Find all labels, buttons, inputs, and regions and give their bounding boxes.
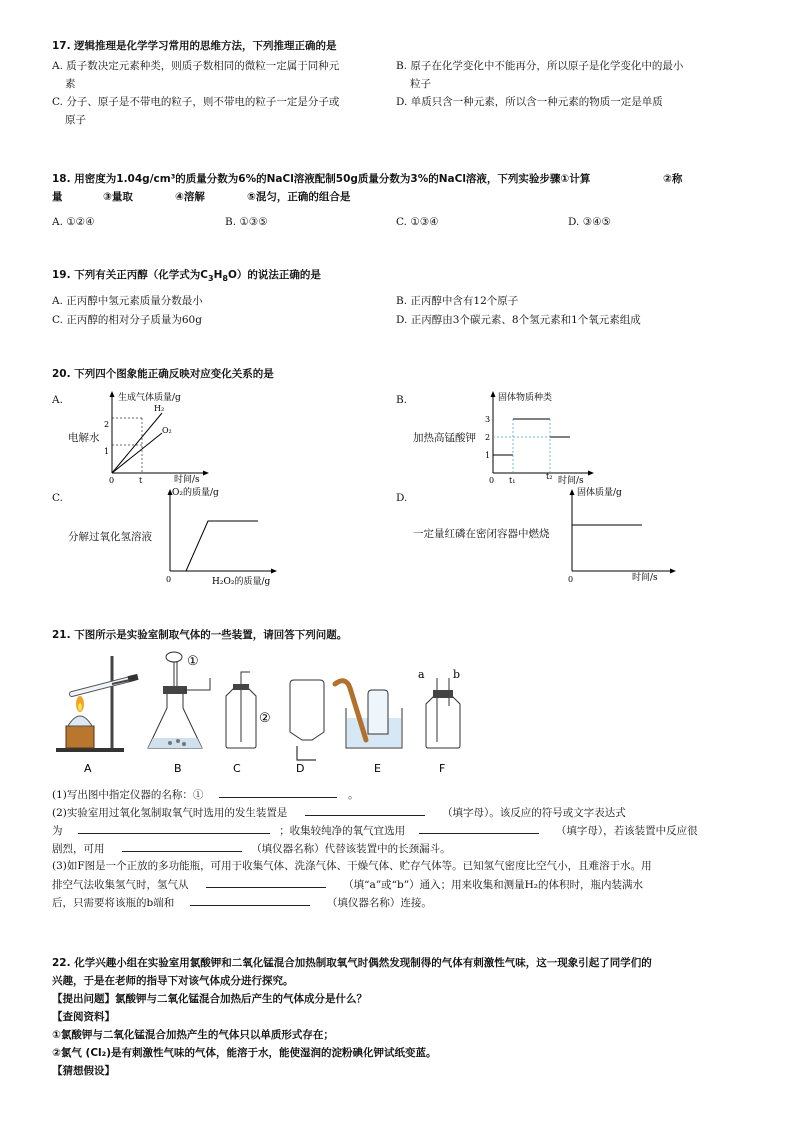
q21-p3-text-b: ；收集较纯净的氧气宜选用 xyxy=(279,825,406,837)
q18-step4: ④溶解 xyxy=(175,191,205,203)
q20-b-xtick-t2: t₂ xyxy=(546,472,553,481)
q19-sub-3: 3 xyxy=(207,274,214,284)
mark-1: ① xyxy=(187,654,199,669)
q19-number: 19. xyxy=(52,269,71,281)
q21-p4-text: 剧烈，可用 xyxy=(52,843,105,855)
blank-instrument-1[interactable] xyxy=(219,787,337,798)
apparatus-c-label: C xyxy=(233,762,241,775)
q20-b-ytick-1: 1 xyxy=(485,451,491,460)
q20-b-xtick-t1: t₁ xyxy=(509,476,516,485)
q17-option-c[interactable]: C. 分子、原子是不带电的粒子，则不带电的粒子一定是分子或 xyxy=(52,96,340,108)
q17-option-a[interactable]: A. 质子数决定元素种类，则质子数相同的微粒一定属于同种元 xyxy=(52,60,340,72)
q19-option-b[interactable]: B. 正丙醇中含有12个原子 xyxy=(396,295,519,307)
q18-density: 1.04g/cm³ xyxy=(116,173,176,185)
q21-part3: (3)如F图是一个正放的多功能瓶，可用于收集气体、洗涤气体、干燥气体、贮存气体等。已知氢气密度比空气小，且难溶于水。用 xyxy=(52,860,652,872)
q18-step3: ③量取 xyxy=(103,191,133,203)
q21-p2-text: (2)实验室用过氧化氢制取氧气时选用的发生装置是 xyxy=(52,807,288,819)
q21-part1 xyxy=(52,787,359,802)
q21-part3-line3 xyxy=(52,895,432,910)
q20-c-description: 分解过氧化氢溶液 xyxy=(68,531,152,543)
q20-c-origin: 0 xyxy=(166,575,172,584)
q18-stem-line1 xyxy=(52,172,590,186)
apparatus-b xyxy=(148,652,210,748)
q20-number: 20. xyxy=(52,368,71,380)
q21-number: 21. xyxy=(52,629,71,641)
q20-a-xtick-t: t xyxy=(139,476,143,485)
apparatus-a xyxy=(56,656,139,752)
blank-measuring-instrument[interactable] xyxy=(190,895,310,906)
q22-question: 【提出问题】氯酸钾与二氧化锰混合加热后产生的气体成分是什么？ xyxy=(52,993,367,1005)
q21-part2-line3 xyxy=(52,841,451,856)
q20-d-xlabel: 时间/s xyxy=(632,573,658,583)
o2-line xyxy=(112,433,162,473)
q18-option-d[interactable]: D. ③④⑤ xyxy=(568,216,611,228)
q18-stem-line2-a: 量 xyxy=(52,191,63,203)
q21-p3-text-c: （填字母），若该装置中反应很 xyxy=(555,825,698,837)
q20-a-xlabel: 时间/s xyxy=(174,475,200,485)
q20-option-b[interactable]: B. xyxy=(396,394,408,406)
apparatus-e xyxy=(335,681,402,748)
q17-option-c-cont: 原子 xyxy=(65,114,86,126)
q18-option-a[interactable]: A. ①②④ xyxy=(52,216,95,228)
q17-option-b-cont: 粒子 xyxy=(410,78,431,90)
tube-a-label: a xyxy=(418,668,425,681)
tube-b-label: b xyxy=(453,668,461,681)
q21-part2-line2 xyxy=(52,823,698,838)
q17-option-b[interactable]: B. 原子在化学变化中不能再分，所以原子是化学变化中的最小 xyxy=(396,60,684,72)
q19-sub-8: 8 xyxy=(222,274,228,284)
apparatus-e-label: E xyxy=(374,762,381,775)
q21-p3-text: 为 xyxy=(52,825,63,837)
q21-part2 xyxy=(52,805,626,820)
apparatus-d xyxy=(290,680,324,760)
q20-option-a[interactable]: A. xyxy=(52,394,63,406)
blank-generator-device[interactable] xyxy=(305,805,425,816)
q20-b-origin: 0 xyxy=(489,476,495,485)
q18-option-b[interactable]: B. ①③⑤ xyxy=(225,216,268,228)
q22-material-2: ②氯气 (Cl₂)是有刺激性气味的气体，能溶于水，能使湿润的淀粉碘化钾试纸变蓝。 xyxy=(52,1047,437,1059)
apparatus-f xyxy=(426,678,460,748)
q20-c-xlabel: H₂O₂的质量/g xyxy=(212,577,271,587)
q20-a-origin: 0 xyxy=(109,476,115,485)
q18-step2: ②称 xyxy=(663,173,683,185)
q20-a-ylabel: 生成气体质量/g xyxy=(118,393,181,403)
q22-hypothesis-heading: 【猜想假设】 xyxy=(52,1065,115,1077)
q21-p7-text-b: （填仪器名称）连接。 xyxy=(326,897,432,909)
blank-collection-device[interactable] xyxy=(419,823,539,834)
blank-inlet-end[interactable] xyxy=(206,877,326,888)
apparatus-b-label: B xyxy=(174,762,182,775)
q18-text-b: 的质量分数为6%的NaCl溶液配制50g质量分数为3%的NaCl溶液，下列实验步骤①计算 xyxy=(175,173,591,185)
q18-number: 18. xyxy=(52,173,71,185)
q17-stem xyxy=(52,39,336,53)
lab-apparatus-figure xyxy=(50,648,480,778)
q20-b-ylabel: 固体物质种类 xyxy=(498,393,553,403)
q20-stem-text: 下列四个图象能正确反映对应变化关系的是 xyxy=(74,368,274,380)
q19-text-c: O）的说法正确的是 xyxy=(227,269,321,281)
apparatus-c xyxy=(226,672,256,748)
apparatus-f-label: F xyxy=(439,762,446,775)
q22-number: 22. xyxy=(52,957,71,969)
q20-b-description: 加热高锰酸钾 xyxy=(413,432,476,444)
q22-stem-line1 xyxy=(52,956,652,970)
q19-text-b: H xyxy=(213,269,223,281)
q20-a-h2-label: H₂ xyxy=(154,404,165,413)
q22-material-1: ①氯酸钾与二氧化锰混合加热产生的气体只以单质形式存在； xyxy=(52,1029,334,1041)
q20-a-ytick-2: 2 xyxy=(104,420,110,429)
blank-replacement-instrument[interactable] xyxy=(122,841,242,852)
q20-option-c[interactable]: C. xyxy=(52,492,63,504)
q20-a-ytick-1: 1 xyxy=(104,447,110,456)
q20-option-d[interactable]: D. xyxy=(396,492,408,504)
q20-graph-b xyxy=(478,385,608,485)
q20-d-description: 一定量红磷在密闭容器中燃烧 xyxy=(413,528,550,540)
q21-stem xyxy=(52,628,347,642)
q17-option-d[interactable]: D. 单质只含一种元素，所以含一种元素的物质一定是单质 xyxy=(396,96,663,108)
blank-reaction-expression[interactable] xyxy=(78,823,270,834)
q20-d-ylabel: 固体质量/g xyxy=(577,488,622,498)
q18-option-c[interactable]: C. ①③④ xyxy=(396,216,439,228)
q20-a-description: 电解水 xyxy=(68,432,100,444)
q20-d-origin: 0 xyxy=(568,575,574,584)
q22-text-1: 化学兴趣小组在实验室用氯酸钾和二氧化锰混合加热制取氧气时偶然发现制得的气体有刺激性气味，这一现象引起了同学们的 xyxy=(74,957,652,969)
q21-stem-text: 下图所示是实验室制取气体的一些装置，请回答下列问题。 xyxy=(74,629,348,641)
q21-p4-text-b: （填仪器名称）代替该装置中的长颈漏斗。 xyxy=(251,843,451,855)
q17-option-a-cont: 素 xyxy=(65,78,76,90)
q17-stem-text: 逻辑推理是化学学习常用的思维方法，下列推理正确的是 xyxy=(73,40,337,52)
q20-graph-c xyxy=(158,483,288,587)
q22-stem-line2: 兴趣，于是在老师的指导下对该气体成分进行探究。 xyxy=(52,975,294,987)
q21-p1-end: 。 xyxy=(348,789,359,801)
mark-2: ② xyxy=(259,711,271,726)
h2-line xyxy=(112,413,162,473)
q21-p1-text: (1)写出图中指定仪器的名称：① xyxy=(52,789,204,801)
q20-b-ytick-2: 2 xyxy=(485,433,491,442)
q22-materials-heading: 【查阅资料】 xyxy=(52,1011,115,1023)
q19-option-d[interactable]: D. 正丙醇由3个碳元素、8个氢元素和1个氧元素组成 xyxy=(396,314,641,326)
q21-p7-text: 后，只需要将该瓶的b端和 xyxy=(52,897,175,909)
apparatus-a-label: A xyxy=(84,762,92,775)
q21-part3-line2 xyxy=(52,877,643,892)
q21-p6-text: 排空气法收集氢气时，氢气从 xyxy=(52,879,189,891)
q18-step5: ⑤混匀，正确的组合是 xyxy=(247,191,351,203)
q20-stem xyxy=(52,367,274,381)
q20-c-ylabel: O₂的质量/g xyxy=(172,488,219,498)
apparatus-d-label: D xyxy=(296,762,305,775)
q19-option-c[interactable]: C. 正丙醇的相对分子质量为60g xyxy=(52,314,202,326)
q17-number: 17. xyxy=(52,40,71,52)
q18-text-a: 用密度为 xyxy=(74,173,117,185)
q19-text-a: 下列有关正丙醇（化学式为C xyxy=(74,269,208,281)
q20-graph-a xyxy=(100,385,220,485)
q20-a-o2-label: O₂ xyxy=(162,426,172,435)
q20-graph-d xyxy=(560,483,690,587)
q21-p2-text-b: （填字母）。该反应的符号或文字表达式 xyxy=(442,807,626,819)
q19-stem xyxy=(52,268,321,286)
q20-b-xlabel: 时间/s xyxy=(558,476,584,485)
q19-option-a[interactable]: A. 正丙醇中氢元素质量分数最小 xyxy=(52,295,203,307)
q21-p6-text-b: （填“a”或“b”）通入；用来收集和测量H₂的体积时，瓶内装满水 xyxy=(343,879,644,891)
q20-b-ytick-3: 3 xyxy=(485,415,491,424)
